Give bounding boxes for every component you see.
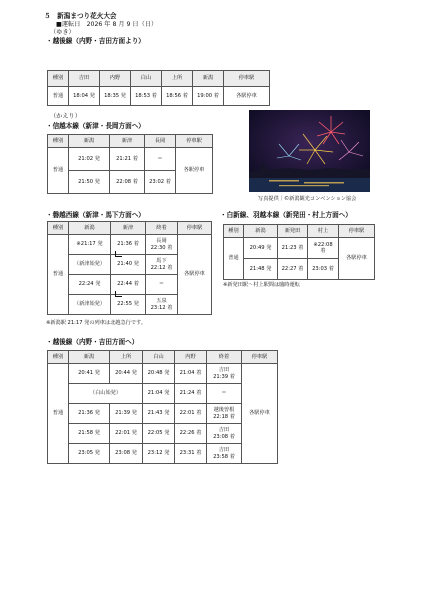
table-cell: （白山始発） [69, 384, 143, 404]
table-cell: 各駅停車 [224, 87, 270, 106]
table-cell: 21:24 着 [175, 384, 207, 404]
header-cell: 村上 [308, 225, 339, 238]
etsugo-return-heading: ・越後線（内野・吉田方面へ） [46, 338, 139, 346]
table-cell: 20:41 発 [69, 364, 110, 384]
table-cell [111, 295, 146, 315]
table-cell: 23:31 着 [175, 444, 207, 464]
table-cell: 馬下 22:12 着 [146, 255, 178, 275]
table-cell: 越後曽根 22:18 着 [207, 404, 242, 424]
table-cell-text: 21:40 発 [117, 261, 139, 268]
table-cell: （新津始発） [69, 255, 111, 275]
table-cell: 五泉 23:12 着 [146, 295, 178, 315]
banetsu-heading: ・磐越西線（新津・馬下方面へ） [46, 211, 145, 219]
header-cell: 新津 [111, 222, 146, 235]
hakuetsu-note: ※新発田駅～村上駅間は臨時運転 [223, 282, 300, 288]
table-cell: 23:12 発 [143, 444, 175, 464]
header-cell: 新津 [110, 135, 145, 148]
table-cell: 23:05 発 [69, 444, 110, 464]
shinetsu-table [47, 134, 213, 194]
header-cell: 種別 [48, 222, 69, 235]
table-cell: 23:02 着 [145, 171, 176, 194]
table-cell: 19:00 着 [193, 87, 224, 106]
banetsu-table [47, 221, 212, 315]
table-cell: 18:56 着 [162, 87, 193, 106]
table-cell: 21:50 発 [69, 171, 110, 194]
table-cell: 18:53 着 [131, 87, 162, 106]
table-cell: 21:21 着 [110, 148, 145, 171]
stops-cell: 各駅停車 [178, 235, 212, 315]
table-cell: 普通 [48, 87, 69, 106]
header-cell: 終着 [146, 222, 178, 235]
table-cell: 22:44 着 [111, 275, 146, 295]
table-cell: 22:01 発 [110, 424, 143, 444]
table-cell: 21:04 発 [143, 384, 175, 404]
table-cell: 22:27 着 [278, 259, 308, 280]
outbound-label: （ゆき） [50, 29, 75, 36]
table-cell: 21:48 発 [244, 259, 278, 280]
header-cell: 種別 [48, 351, 69, 364]
table-cell: 20:44 発 [110, 364, 143, 384]
table-cell: 23:08 発 [110, 444, 143, 464]
photo-credit: 写真提供｜©新潟観光コンベンション協会 [258, 196, 357, 202]
header-cell: 種別 [48, 135, 69, 148]
table-cell: ＝ [145, 148, 176, 171]
header-cell: 新潟 [69, 351, 110, 364]
header-cell: 新潟 [69, 222, 111, 235]
hakuetsu-heading: ・白新線、羽越本線（新発田・村上方面へ） [220, 211, 352, 219]
etsugo-outbound-table [47, 70, 270, 106]
fireworks-photo [249, 110, 370, 192]
table-cell: 22:24 発 [69, 275, 111, 295]
table-cell: 23:03 着 [308, 259, 339, 280]
header-cell: 種別 [224, 225, 244, 238]
header-cell: 停車駅 [339, 225, 375, 238]
header-cell: 白山 [131, 71, 162, 87]
table-cell-text: 22:55 発 [117, 301, 139, 308]
header-cell: 停車駅 [242, 351, 278, 364]
header-cell: 種別 [48, 71, 69, 87]
shinetsu-heading: ・信越本線（新津・長岡方面へ） [46, 122, 145, 130]
operation-date: ■運転日 2026 年 8 月 9 日（日） [56, 21, 158, 28]
table-cell: 20:49 発 [244, 238, 278, 259]
table-cell: 長岡 22:30 着 [146, 235, 178, 255]
table-cell: ※22:08 着 [308, 238, 339, 259]
section-title: ５ 新潟まつり花火大会 [44, 12, 117, 20]
table-cell: ＝ [207, 384, 242, 404]
etsugo-return-table [47, 350, 278, 464]
header-cell: 停車駅 [178, 222, 212, 235]
table-cell: 21:04 着 [175, 364, 207, 384]
transfer-arrow-icon [115, 251, 122, 260]
etsugo-outbound-heading: ・越後線（内野・吉田方面より） [46, 37, 145, 45]
table-cell: 20:48 発 [143, 364, 175, 384]
header-cell: 新潟 [244, 225, 278, 238]
table-cell: 21:58 発 [69, 424, 110, 444]
table-cell: ※21:17 発 [69, 235, 111, 255]
table-cell: 22:01 着 [175, 404, 207, 424]
table-cell: 吉田 23:08 着 [207, 424, 242, 444]
header-cell: 内野 [100, 71, 131, 87]
table-cell: ＝ [146, 275, 178, 295]
type-cell: 普通 [224, 238, 244, 280]
header-cell: 停車駅 [224, 71, 270, 87]
table-cell: 21:23 着 [278, 238, 308, 259]
header-cell: 上所 [162, 71, 193, 87]
return-label: （かえり） [50, 113, 81, 120]
stops-cell: 各駅停車 [242, 364, 278, 464]
banetsu-note: ※新潟駅 21:17 発の列車は北越急行です。 [46, 320, 146, 326]
type-cell: 普通 [48, 235, 69, 315]
table-cell: 21:43 発 [143, 404, 175, 424]
header-cell: 長岡 [145, 135, 176, 148]
table-cell: 18:35 発 [100, 87, 131, 106]
table-cell: （新津始発） [69, 295, 111, 315]
transfer-arrow-icon [115, 291, 122, 300]
header-cell: 上所 [110, 351, 143, 364]
stops-cell: 各駅停車 [339, 238, 375, 280]
header-cell: 新発田 [278, 225, 308, 238]
table-cell: 22:26 着 [175, 424, 207, 444]
table-cell: 吉田 23:58 着 [207, 444, 242, 464]
table-cell: 22:05 発 [143, 424, 175, 444]
header-cell: 終着 [207, 351, 242, 364]
header-cell: 内野 [175, 351, 207, 364]
table-cell: 22:08 着 [110, 171, 145, 194]
table-cell: 21:02 発 [69, 148, 110, 171]
table-cell: 21:36 着 [111, 235, 146, 255]
table-cell: 18:04 発 [69, 87, 100, 106]
table-cell: 21:36 発 [69, 404, 110, 424]
header-cell: 新潟 [193, 71, 224, 87]
type-cell: 普通 [48, 148, 69, 194]
type-cell: 普通 [48, 364, 69, 464]
table-cell [111, 255, 146, 275]
header-cell: 吉田 [69, 71, 100, 87]
header-cell: 白山 [143, 351, 175, 364]
header-cell: 停車駅 [176, 135, 213, 148]
hakuetsu-table [223, 224, 375, 280]
table-cell: 吉田 21:39 着 [207, 364, 242, 384]
stops-cell: 各駅停車 [176, 148, 213, 194]
header-cell: 新潟 [69, 135, 110, 148]
table-cell: 21:39 発 [110, 404, 143, 424]
